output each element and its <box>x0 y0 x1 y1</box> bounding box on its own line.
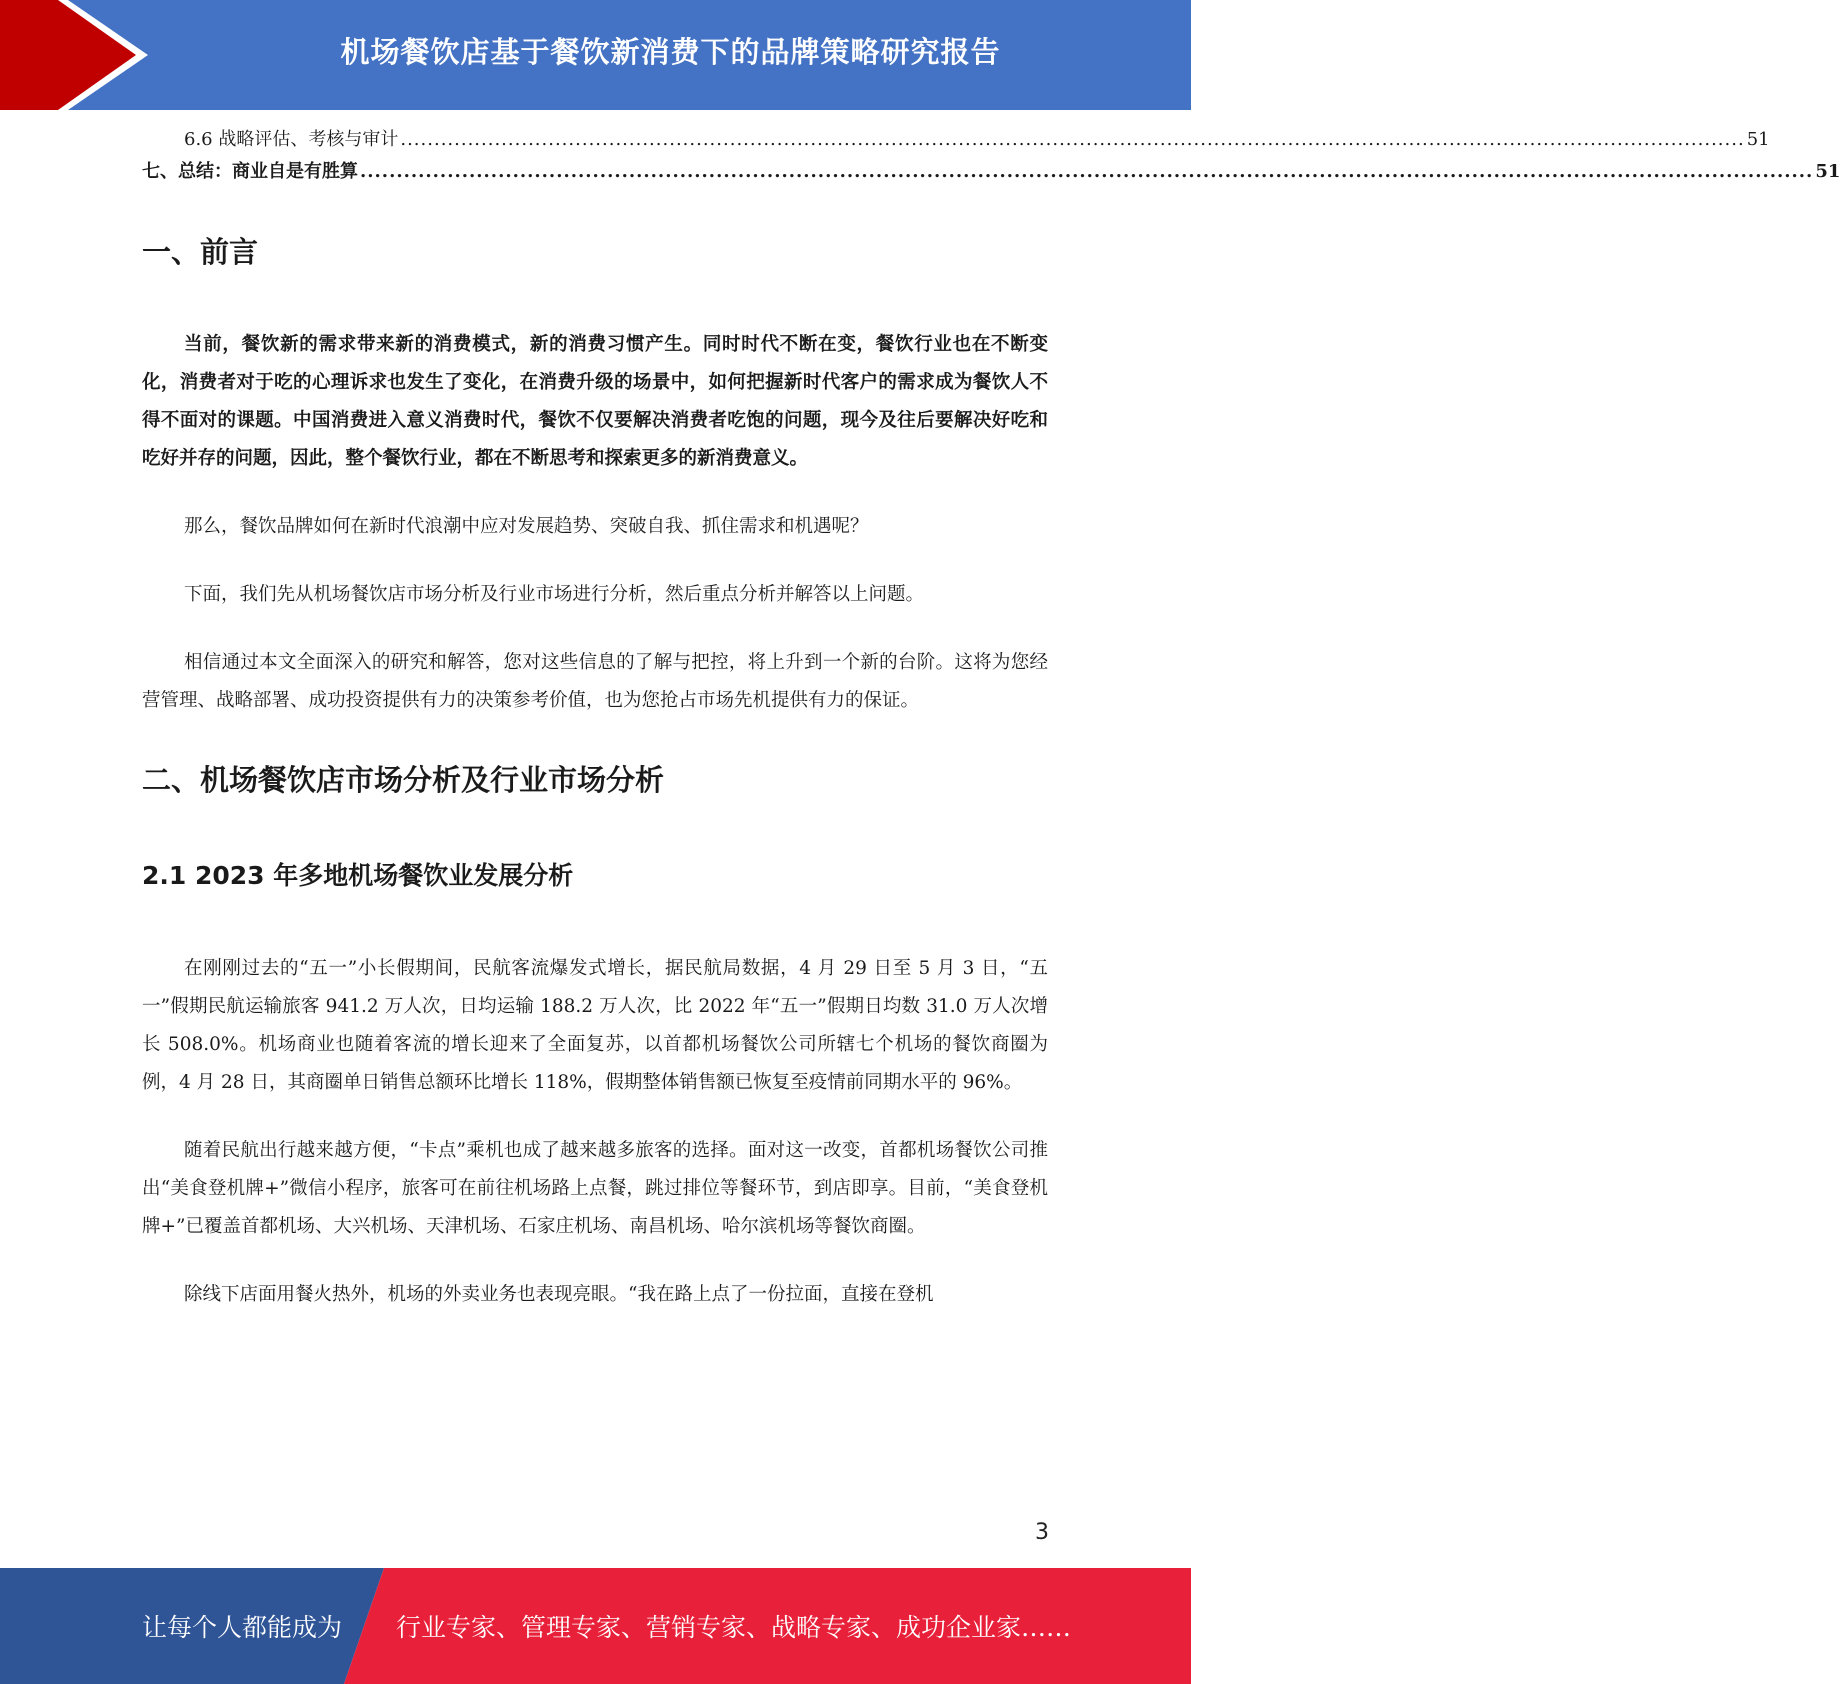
report-footer-band <box>0 1568 1191 1684</box>
toc-entry-6-6[interactable] <box>142 124 1770 156</box>
paragraph: 随着民航出行越来越方便，“卡点”乘机也成了越来越多旅客的选择。面对这一改变，首都机场餐饮公司推出“美食登机牌+”微信小程序，旅客可在前往机场路上点餐，跳过排位等餐环节，到店即享。目前，“美食登机牌+”已覆盖首都机场、大兴机场、天津机场、石家庄机场、南昌机场、哈尔滨机场等餐饮商圈。 <box>142 1140 1048 1237</box>
page-content <box>142 124 1840 1314</box>
footer-slogan-left: 让每个人都能成为 <box>142 1613 343 1642</box>
paragraph: 除线下店面用餐火热外，机场的外卖业务也表现亮眼。“我在路上点了一份拉面，直接在登机 <box>184 1284 934 1305</box>
footer-slogan-right: 行业专家、管理专家、营销专家、战略专家、成功企业家…… <box>396 1613 1072 1642</box>
toc-entry-7[interactable] <box>142 156 1840 188</box>
toc-entry-page: 51 <box>1815 161 1840 182</box>
paragraph: 下面，我们先从机场餐饮店市场分析及行业市场进行分析，然后重点分析并解答以上问题。 <box>184 584 925 605</box>
section-heading-preface: 一、前言 <box>142 235 259 269</box>
page-number: 3 <box>1035 1520 1049 1545</box>
toc-leader-dots: ........................................................................................................................................................................................................ <box>400 129 1745 150</box>
toc-entry-label: 6.6 战略评估、考核与审计 <box>184 129 399 150</box>
paragraph: 当前，餐饮新的需求带来新的消费模式，新的消费习惯产生。同时时代不断在变，餐饮行业也在不断变化，消费者对于吃的心理诉求也发生了变化，在消费升级的场景中，如何把握新时代客户的需求成为餐饮人不得不面对的课题。中国消费进入意义消费时代，餐饮不仅要解决消费者吃饱的问题，现今及往后要解决好吃和吃好并存的问题，因此，整个餐饮行业，都在不断思考和探索更多的新消费意义。 <box>142 334 1048 469</box>
report-title: 机场餐饮店基于餐饮新消费下的品牌策略研究报告 <box>340 34 1001 69</box>
toc-entry-label: 七、总结：商业自是有胜算 <box>142 161 358 182</box>
subsection-heading-2-1: 2.1 2023 年多地机场餐饮业发展分析 <box>142 861 574 890</box>
red-chevron-arrow-icon <box>0 0 160 110</box>
section-heading-market-analysis: 二、机场餐饮店市场分析及行业市场分析 <box>142 763 665 797</box>
toc-leader-dots: ........................................................................................................................................................................................................ <box>360 161 1814 182</box>
paragraph: 那么，餐饮品牌如何在新时代浪潮中应对发展趋势、突破自我、抓住需求和机遇呢？ <box>184 516 869 537</box>
paragraph: 在刚刚过去的“五一”小长假期间，民航客流爆发式增长，据民航局数据，4 月 29 日至 5 月 3 日，“五一”假期民航运输旅客 941.2 万人次，日均运输 188.2 万人次，比 2022 年“五一”假期日均数 31.0 万人次增长 508.0%。机场商业也随着客流的增长迎来了全面复苏，以首都机场餐饮公司所辖七个机场的餐饮商圈为例，4 月 28 日，其商圈单日销售总额环比增长 118%，假期整体销售额已恢复至疫情前同期水平的 96%。 <box>142 958 1048 1093</box>
toc-entry-page: 51 <box>1746 129 1770 150</box>
paragraph: 相信通过本文全面深入的研究和解答，您对这些信息的了解与把控，将上升到一个新的台阶。这将为您经营管理、战略部署、成功投资提供有力的决策参考价值，也为您抢占市场先机提供有力的保证。 <box>142 652 1048 711</box>
report-header-band <box>0 0 1191 110</box>
